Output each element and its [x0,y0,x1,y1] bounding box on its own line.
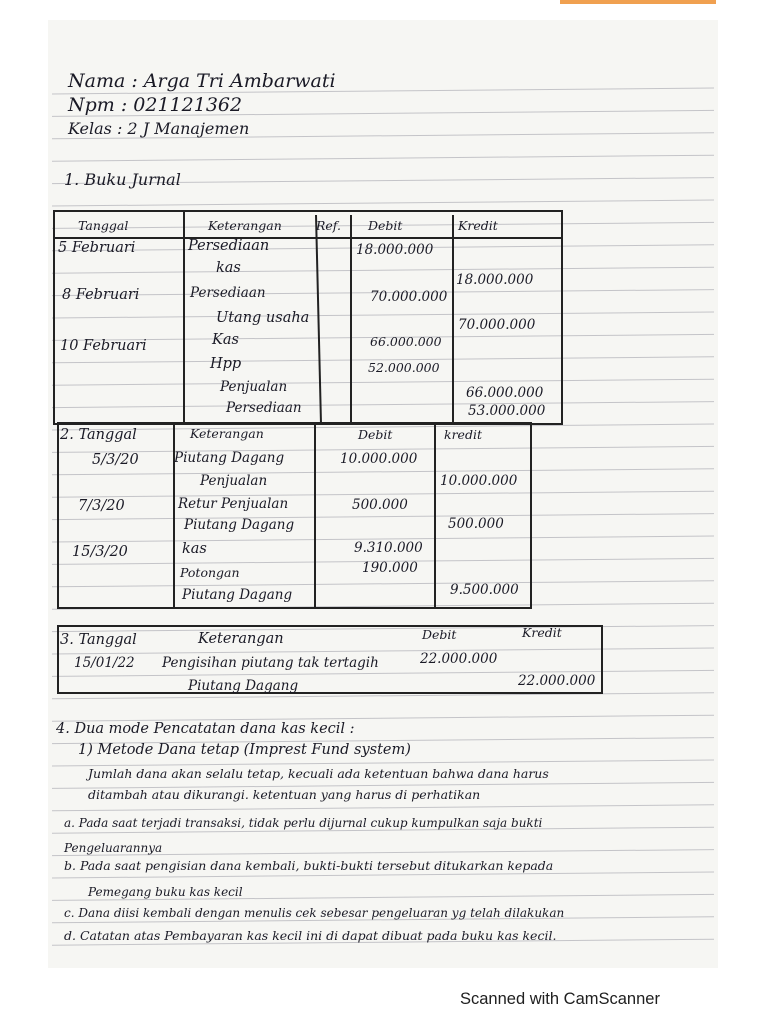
t1-row4-keterangan: Utang usaha [216,310,310,326]
ruling-line [52,312,714,318]
section1-title: 1. Buku Jurnal [64,170,181,189]
t1-row3-keterangan: Persediaan [190,285,266,301]
t1-row7-kredit: 66.000.000 [466,385,544,401]
t1-header-kredit: Kredit [458,218,498,233]
s4-point-a-cont: Pengeluarannya [64,841,163,855]
t2-row7-kredit: 9.500.000 [450,582,519,598]
t3-row1-tanggal: 15/01/22 [74,655,135,671]
t1-row6-keterangan: Hpp [210,356,242,372]
s4-point-d: d. Catatan atas Pembayaran kas kecil ini di dapat dibuat pada buku kas kecil. [64,928,557,943]
t2-row6-debit: 190.000 [362,560,418,576]
ruling-line [52,469,714,475]
t2-row1-tanggal: 5/3/20 [92,452,139,468]
t1-row8-kredit: 53.000.000 [468,403,546,419]
t1-row4-kredit: 70.000.000 [458,317,536,333]
t1-row5-tanggal: 10 Februari [60,338,147,354]
t2-row2-kredit: 10.000.000 [440,473,518,489]
ruling-line [52,200,714,206]
t1-row6-debit: 52.000.000 [368,360,440,375]
t3-header-keterangan: Keterangan [198,631,284,647]
t1-row1-debit: 18.000.000 [356,242,434,258]
t2-row1-keterangan: Piutang Dagang [174,450,285,466]
notebook-page [48,20,718,968]
t1-header-tanggal: Tanggal [78,218,129,233]
t2-row5-keterangan: kas [182,541,207,557]
ruling-line [52,648,714,654]
s4-title: 4. Dua mode Pencatatan dana kas kecil : [56,721,355,737]
camscanner-watermark: Scanned with CamScanner [460,990,660,1008]
t1-row2-keterangan: kas [216,260,241,276]
t1-row7-keterangan: Penjualan [220,379,288,395]
t2-row4-keterangan: Piutang Dagang [184,517,295,533]
student-class: Kelas : 2 J Manajemen [68,119,250,138]
t2-row1-debit: 10.000.000 [340,451,418,467]
ruling-line [52,267,714,273]
t2-row3-keterangan: Retur Penjualan [178,496,289,512]
s4-point-b-cont: Pemegang buku kas kecil [88,885,243,899]
t1-row5-keterangan: Kas [212,332,239,348]
t2-row3-debit: 500.000 [352,497,408,513]
t3-header-tanggal: 3. Tanggal [60,632,137,648]
t3-row1-keterangan: Pengisihan piutang tak tertagih [162,655,379,671]
t1-header-keterangan: Keterangan [208,218,282,233]
t2-row7-keterangan: Piutang Dagang [182,587,293,603]
t3-row1-debit: 22.000.000 [420,651,498,667]
s4-point-a: a. Pada saat terjadi transaksi, tidak perlu dijurnal cukup kumpulkan saja bukti [64,816,543,830]
t1-row2-kredit: 18.000.000 [456,272,534,288]
t2-header-debit: Debit [358,427,393,442]
ruling-line [52,155,714,161]
ruling-line [52,581,714,587]
t3-row2-keterangan: Piutang Dagang [188,678,299,694]
t1-header-debit: Debit [368,218,403,233]
t2-row2-keterangan: Penjualan [200,473,268,489]
ruling-line [52,379,714,385]
t2-row4-kredit: 500.000 [448,516,504,532]
s4-line-1: Jumlah dana akan selalu tetap, kecuali ada ketentuan bahwa dana harus [88,766,549,781]
t2-row6-keterangan: Potongan [180,565,240,580]
t1-row3-tanggal: 8 Februari [62,287,140,303]
t2-header-kredit: kredit [444,427,482,442]
t1-row1-keterangan: Persediaan [188,238,270,254]
t1-row1-tanggal: 5 Februari [58,240,136,256]
s4-line-2: ditambah atau dikurangi. ketentuan yang harus di perhatikan [88,787,481,802]
s4-point-c: c. Dana diisi kembali dengan menulis cek sebesar pengeluaran yg telah dilakukan [64,906,565,920]
t1-row3-debit: 70.000.000 [370,289,448,305]
s4-point-b: b. Pada saat pengisian dana kembali, bukti-bukti tersebut ditukarkan kepada [64,858,554,873]
t1-header-ref: Ref. [316,218,341,233]
ruling-line [52,670,714,676]
ruling-line [52,805,714,811]
t3-header-debit: Debit [422,627,457,642]
scan-accent-bar [560,0,716,4]
t2-row5-tanggal: 15/3/20 [72,544,128,560]
t2-row5-debit: 9.310.000 [354,540,423,556]
student-npm: Npm : 021121362 [68,94,243,116]
student-name: Nama : Arga Tri Ambarwati [68,70,336,92]
ruling-line [52,514,714,520]
t2-row3-tanggal: 7/3/20 [78,498,125,514]
t1-row5-debit: 66.000.000 [370,334,442,349]
ruling-line [52,402,714,408]
t3-header-kredit: Kredit [522,625,562,640]
t2-header-keterangan: Keterangan [190,426,264,441]
t3-row2-kredit: 22.000.000 [518,673,596,689]
t1-row8-keterangan: Persediaan [226,400,302,416]
s4-method-title: 1) Metode Dana tetap (Imprest Fund system) [78,742,411,758]
t2-header-tanggal: 2. Tanggal [60,427,137,443]
